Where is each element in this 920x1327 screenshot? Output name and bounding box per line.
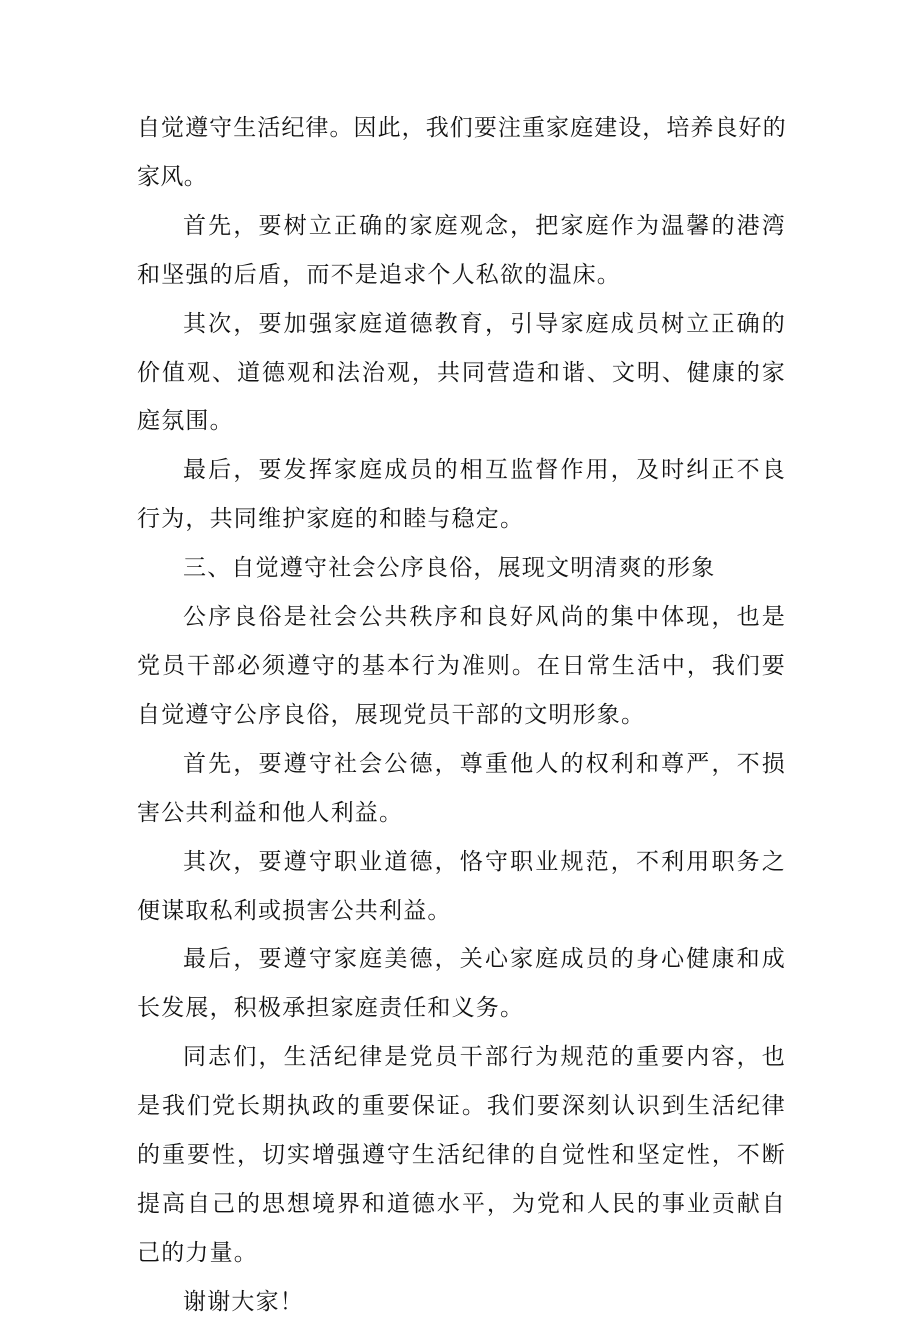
paragraph-family-style-conclusion: 自觉遵守生活纪律。因此，我们要注重家庭建设，培养良好的家风。 — [137, 115, 786, 190]
paragraph-public-order-intro: 公序良俗是社会公共秩序和良好风尚的集中体现，也是党员干部必须遵守的基本行为准则。在日常生活中，我们要自觉遵守公序良俗，展现党员干部的文明形象。 — [137, 604, 786, 728]
paragraph-family-first: 首先，要树立正确的家庭观念，把家庭作为温馨的港湾和坚强的后盾，而不是追求个人私欲的温床。 — [137, 212, 786, 288]
paragraph-public-order-third: 最后，要遵守家庭美德，关心家庭成员的身心健康和成长发展，积极承担家庭责任和义务。 — [137, 946, 786, 1022]
section-heading-three: 三、自觉遵守社会公序良俗，展现文明清爽的形象 — [183, 555, 716, 582]
paragraph-family-third: 最后，要发挥家庭成员的相互监督作用，及时纠正不良行为，共同维护家庭的和睦与稳定。 — [137, 457, 786, 533]
closing-paragraph: 同志们，生活纪律是党员干部行为规范的重要内容，也是我们党长期执政的重要保证。我们要深刻认识到生活纪律的重要性，切实增强遵守生活纪律的自觉性和坚定性，不断提高自己的思想境界和道德水平，为党和人民的事业贡献自己的力量。 — [137, 1044, 786, 1266]
thanks-line: 谢谢大家！ — [183, 1288, 304, 1315]
paragraph-public-order-second: 其次，要遵守职业道德，恪守职业规范，不利用职务之便谋取私利或损害公共利益。 — [137, 848, 786, 924]
paragraph-family-second: 其次，要加强家庭道德教育，引导家庭成员树立正确的价值观、道德观和法治观，共同营造和谐、文明、健康的家庭氛围。 — [137, 310, 786, 435]
paragraph-public-order-first: 首先，要遵守社会公德，尊重他人的权利和尊严，不损害公共利益和他人利益。 — [137, 750, 786, 826]
